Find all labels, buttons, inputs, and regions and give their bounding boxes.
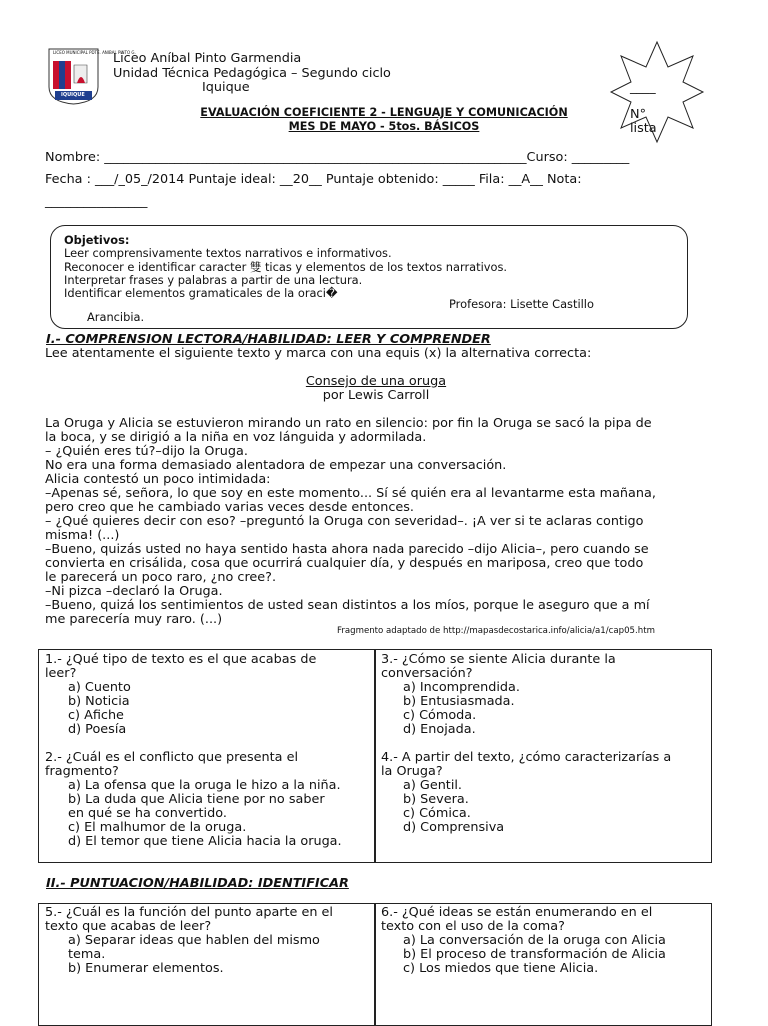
q3-option[interactable]: a) Incomprendida.: [403, 680, 520, 695]
school-logo: [47, 47, 136, 105]
story-line: Alicia contestó un poco intimidada:: [45, 472, 271, 487]
q1-option[interactable]: a) Cuento: [68, 680, 131, 695]
school-unit: Unidad Técnica Pedagógica – Segundo ciclo: [113, 66, 391, 81]
section2-heading: II.- PUNTUACION/HABILIDAD: IDENTIFICAR: [46, 876, 349, 891]
story-title: Consejo de una oruga: [305, 374, 447, 389]
q2-option[interactable]: d) El temor que tiene Alicia hacia la oruga.: [68, 834, 342, 849]
logo-text-bottom: IQUIQUE: [61, 92, 85, 98]
logo-text-top: LICEO MUNICIPAL PDTE. ANIBAL PINTO G.: [53, 50, 136, 55]
list-label: lista: [630, 121, 657, 136]
q2-text: 2.- ¿Cuál es el conflicto que presenta el: [45, 750, 299, 765]
q6-option[interactable]: c) Los miedos que tiene Alicia.: [403, 961, 599, 976]
q2-option[interactable]: c) El malhumor de la oruga.: [68, 820, 247, 835]
story-line: – ¿Quién eres tú?–dijo la Oruga.: [45, 444, 248, 459]
objective-item: Leer comprensivamente textos narrativos e informativos.: [64, 246, 392, 260]
story-line: le parecerá un poco raro, ¿no cree?.: [45, 570, 277, 585]
objective-item: Interpretar frases y palabras a partir de una lectura.: [64, 273, 363, 287]
objective-item: Reconocer e identificar caracter 雙 ticas y elementos de los textos narrativos.: [64, 260, 508, 274]
date-score-line: Fecha : ___/_05_/2014 Puntaje ideal: __20__ Puntaje obtenido: _____ Fila: __A__ Nota:: [45, 172, 582, 187]
objective-item: Identificar elementos gramaticales de la oraci�: [64, 286, 338, 300]
q1-option[interactable]: c) Afiche: [68, 708, 124, 723]
story-line: misma! (...): [45, 528, 120, 543]
q1-text: 1.- ¿Qué tipo de texto es el que acabas de: [45, 652, 317, 667]
q3-option[interactable]: d) Enojada.: [403, 722, 476, 737]
story-line: la boca, y se dirigió a la niña en voz lánguida y adormilada.: [45, 430, 427, 445]
q4-text: la Oruga?: [381, 764, 443, 779]
school-name: Liceo Aníbal Pinto Garmendia: [113, 51, 302, 66]
section1-instruction: Lee atentamente el siguiente texto y marca con una equis (x) la alternativa correcta:: [45, 346, 592, 361]
exam-title: EVALUACIÓN COEFICIENTE 2 - LENGUAJE Y COMUNICACIÓN: [200, 106, 568, 119]
q1-text: leer?: [45, 666, 77, 681]
list-number-star: [609, 40, 705, 144]
list-number-label: N°: [630, 107, 646, 122]
teacher-name: Profesora: Lisette Castillo: [449, 297, 594, 311]
story-line: – ¿Qué quieres decir con eso? –preguntó la Oruga con severidad–. ¡A ver si te aclaras contigo: [45, 514, 644, 529]
q4-option[interactable]: c) Cómica.: [403, 806, 471, 821]
story-line: me parecería muy raro. (...): [45, 612, 223, 627]
q3-option[interactable]: c) Cómoda.: [403, 708, 477, 723]
story-line: No era una forma demasiado alentadora de empezar una conversación.: [45, 458, 507, 473]
q5-option[interactable]: b) Enumerar elementos.: [68, 961, 224, 976]
q3-option[interactable]: b) Entusiasmada.: [403, 694, 515, 709]
story-line: –Bueno, quizá los sentimientos de usted sean distintos a los míos, porque le aseguro que a mí: [45, 598, 650, 613]
grade-blank: ________________: [45, 194, 148, 209]
q6-option[interactable]: b) El proceso de transformación de Alicia: [403, 947, 666, 962]
exam-subtitle: MES DE MAYO - 5tos. BÁSICOS: [288, 120, 480, 133]
q2-option[interactable]: a) La ofensa que la oruga le hizo a la niña.: [68, 778, 341, 793]
q1-option[interactable]: d) Poesía: [68, 722, 127, 737]
q5-option[interactable]: a) Separar ideas que hablen del mismo: [68, 933, 320, 948]
story-line: La Oruga y Alicia se estuvieron mirando un rato en silencio: por fin la Oruga se sacó la pipa de: [45, 416, 652, 431]
q5-text: texto que acabas de leer?: [45, 919, 212, 934]
story-line: –Ni pizca –declaró la Oruga.: [45, 584, 223, 599]
q6-option[interactable]: a) La conversación de la oruga con Alicia: [403, 933, 666, 948]
q4-text: 4.- A partir del texto, ¿cómo caracterizarías a: [381, 750, 672, 765]
story-author: por Lewis Carroll: [322, 388, 430, 403]
q2-text: fragmento?: [45, 764, 119, 779]
q4-option[interactable]: d) Comprensiva: [403, 820, 505, 835]
story-line: pero creo que he cambiado varias veces desde entonces.: [45, 500, 414, 515]
list-number-blank: ____: [630, 80, 656, 95]
q3-text: conversación?: [381, 666, 473, 681]
q4-option[interactable]: a) Gentil.: [403, 778, 462, 793]
q4-option[interactable]: b) Severa.: [403, 792, 469, 807]
school-city: Iquique: [202, 80, 250, 95]
story-line: –Apenas sé, señora, lo que soy en este momento... Sí sé quién era al levantarme esta mañana,: [45, 486, 656, 501]
story-line: convierta en crisálida, cosa que ocurrirá cualquier día, y después en mariposa, creo que todo: [45, 556, 644, 571]
q6-text: 6.- ¿Qué ideas se están enumerando en el: [381, 905, 653, 920]
story-source: Fragmento adaptado de http://mapasdecostarica.info/alicia/a1/cap05.htm: [337, 626, 655, 636]
teacher-surname: Arancibia.: [87, 310, 145, 324]
story-line: –Bueno, quizás usted no haya sentido hasta ahora nada parecido –dijo Alicia–, pero cuando se: [45, 542, 649, 557]
objectives-title: Objetivos:: [64, 233, 130, 247]
q5-option: tema.: [68, 947, 106, 962]
q2-option[interactable]: b) La duda que Alicia tiene por no saber: [68, 792, 325, 807]
name-course-line: Nombre: __________________________________________________________________Curso: _________: [45, 150, 630, 165]
q5-text: 5.- ¿Cuál es la función del punto aparte en el: [45, 905, 333, 920]
q2-option: en qué se ha convertido.: [68, 806, 227, 821]
q1-option[interactable]: b) Noticia: [68, 694, 130, 709]
q3-text: 3.- ¿Cómo se siente Alicia durante la: [381, 652, 616, 667]
q6-text: texto con el uso de la coma?: [381, 919, 565, 934]
section1-heading: I.- COMPRENSION LECTORA/HABILIDAD: LEER Y COMPRENDER: [46, 332, 491, 347]
